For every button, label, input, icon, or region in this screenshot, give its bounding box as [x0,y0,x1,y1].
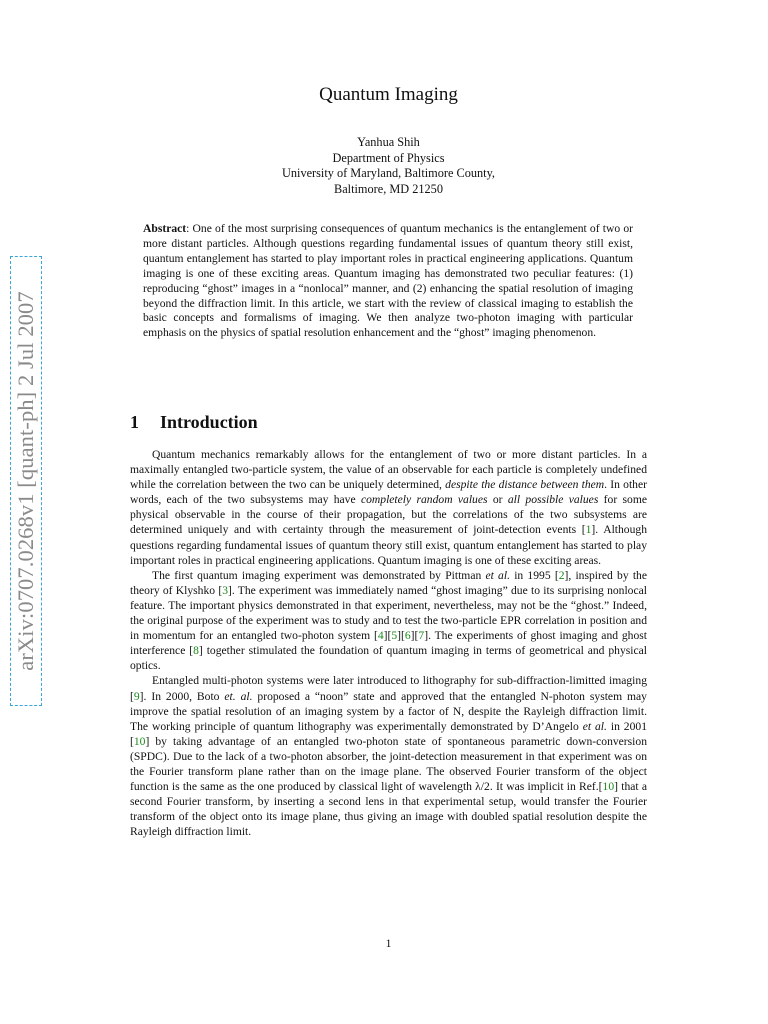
text-run: ]. The experiments of ghost imaging and ghost interference [ [130,629,648,658]
body-text [130,447,647,839]
text-run: ][ [397,629,405,643]
paper-title: Quantum Imaging [319,84,458,105]
paragraph-1 [130,447,647,568]
citation-link-5[interactable]: 5 [391,629,398,643]
text-run: ]. In 2000, Boto [139,689,225,703]
emphasis-text: despite the distance between them [445,478,605,492]
abstract [143,222,633,341]
abstract-label: Abstract [143,222,187,235]
text-run: Quantum mechanics remarkably allows for the entanglement of two or more distant particles. In a maximally entangled two-particle system, the value of an observable for each particle is completely undefined while the correlation between the two can be uniquely determined, [130,448,647,492]
text-run: ]. The experiment was immediately named “ghost imaging” due to its surprising nonlocal feature. The important physics demonstrated in that experiment, nevertheless, may not be the “ghost.” Indeed, the original purpose of the experiment was to study and to test the two-particle EPR correlation in position and in momentum for an entangled two-photon system [ [130,583,647,643]
text-run: ][ [383,629,392,643]
author-department: Department of Physics [332,150,445,165]
text-run: ][ [410,629,419,643]
paragraph-2 [130,568,647,674]
page-number: 1 [385,937,392,950]
citation-link-7[interactable]: 7 [418,629,425,643]
citation-link-10[interactable]: 10 [133,734,146,748]
text-run: or [487,493,508,507]
emphasis-text: all possible values [507,493,599,507]
emphasis-text: completely random values [360,493,488,507]
citation-link-3[interactable]: 3 [222,583,228,597]
text-run: . In other words, each of the two subsystems may have [130,478,647,507]
arxiv-identifier[interactable]: arXiv:0707.0268v1 [quant-ph] 2 Jul 2007 [13,291,38,671]
emphasis-text: et al. [582,719,607,733]
citation-link-6[interactable]: 6 [404,629,411,643]
text-run: ], inspired by the theory of Klyshko [ [130,568,647,597]
text-run: ]. Although questions regarding fundamental issues of quantum theory still exist, quantum entanglement has started to play important roles in practical engineering applications. Quantum imaging is one of these exciting areas. [130,523,647,567]
section-heading [130,412,258,433]
emphasis-text: et. al. [224,689,253,703]
author-university: University of Maryland, Baltimore County, [282,166,495,181]
citation-link-4[interactable]: 4 [377,629,384,643]
text-run: for some physical observable in the course of their propagation, but the correlations of the two subsystems are determined uniquely and with certainty through the measurement of joint-detection events [ [130,493,647,537]
section-title: Introduction [160,412,258,432]
text-run: Entangled multi-photon systems were later introduced to lithography for sub-diffraction-limitted imaging [ [130,674,647,703]
text-run: ] that a second Fourier transform, by inserting a second lens in that experimental setup, would transfer the Fourier transform of the object onto its image plane, thus giving an image with doubled spatial resolution despite the Rayleigh diffraction limit. [130,780,647,839]
citation-link-8[interactable]: 8 [193,644,199,658]
text-run: ] by taking advantage of an entangled two-photon state of spontaneous parametric down-conversion (SPDC). Due to the lack of a two-photon absorber, the joint-detection measurement in that experiment was on the Fourier transform plane rather than on the image plane. The observed Fourier transform of the object function is the same as the one produced by classical light of wavelength λ/2. It was implicit in Ref.[ [130,734,647,794]
abstract-text: : One of the most surprising consequences of quantum mechanics is the entanglement of two or more distant particles. Although questions regarding fundamental issues of quantum theory still exist, quantum entanglement has started to play important roles in practical engineering applications. Quantum imaging is one of these exciting areas. Quantum imaging has demonstrated two peculiar features: (1) reproducing “ghost” images in a “nonlocal” manner, and (2) enhancing the spatial resolution of imaging beyond the diffraction limit. In this article, we start with the review of classical imaging to establish the basic concepts and formalisms of imaging. We then analyze two-photon imaging with particular emphasis on the physics of spatial resolution enhancement and the “ghost” imaging phenomenon. [143,222,633,340]
citation-link-9[interactable]: 9 [133,689,140,703]
section-number: 1 [130,412,139,432]
text-run: The first quantum imaging experiment was demonstrated by Pittman [152,568,486,582]
emphasis-text: et al. [485,568,510,582]
author-block [130,135,647,197]
citation-link-10[interactable]: 10 [602,780,615,794]
text-run: in 1995 [ [509,568,559,582]
citation-link-2[interactable]: 2 [558,568,565,582]
author-city: Baltimore, MD 21250 [334,181,443,196]
paragraph-3 [130,673,647,839]
arxiv-stamp-box [10,256,42,706]
citation-link-1[interactable]: 1 [585,523,592,537]
text-run: proposed a “noon” state and approved that the entangled N-photon system may improve the spatial resolution of an imaging system by a factor of N, despite the Rayleigh diffraction limit. The working principle of quantum lithography was experimentally demonstrated by D’Angelo [130,689,647,733]
author-name: Yanhua Shih [357,135,420,149]
text-run: ] together stimulated the foundation of quantum imaging in terms of geometrical and physical optics. [130,644,647,673]
text-run: in 2001 [ [130,719,647,748]
